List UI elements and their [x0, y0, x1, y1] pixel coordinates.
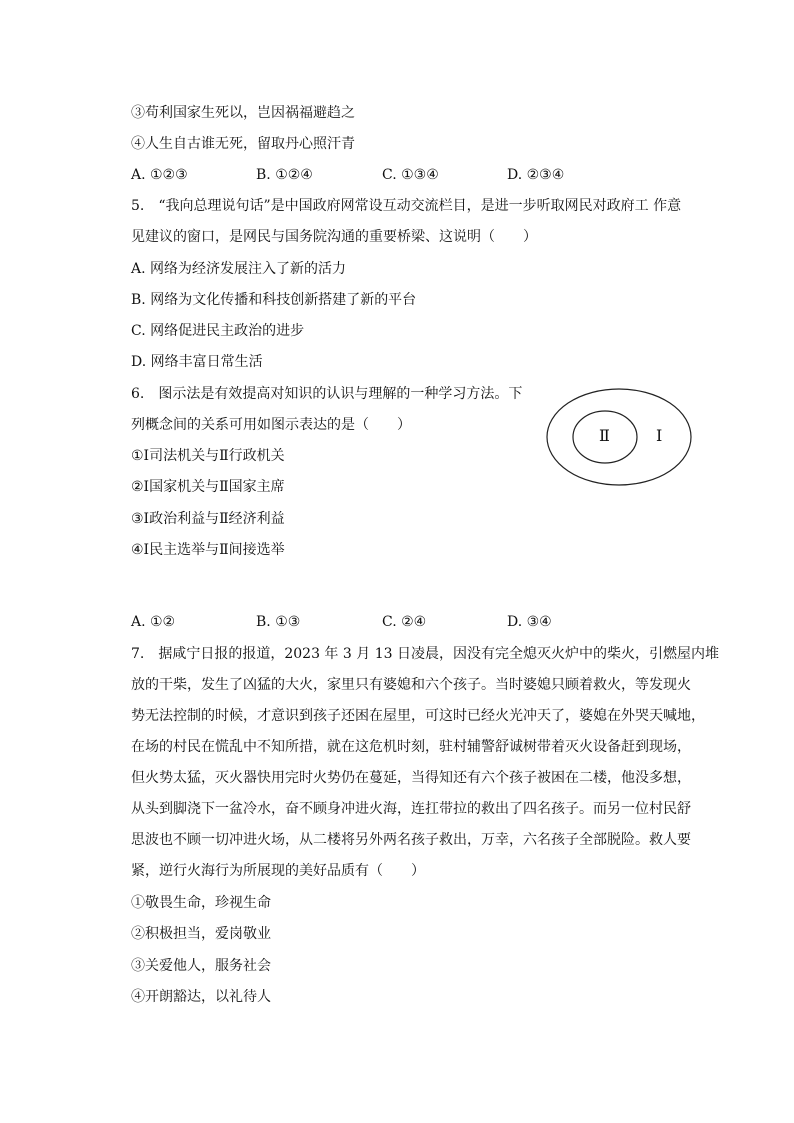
q5-option-b: B. 网络为文化传播和科技创新搭建了新的平台: [131, 292, 417, 308]
q7-stem-line-3: 势无法控制的时候，才意识到孩子还困在屋里，可这时已经火光冲天了，婆媳在外哭天喊地，: [131, 708, 705, 724]
q6-option-b: B. ①③: [256, 614, 301, 630]
inner-ellipse-label: Ⅱ: [599, 426, 610, 445]
q6-stem-line-2: 列概念间的关系可用如图示表达的是（ ）: [131, 417, 411, 433]
q7-stem-line-5: 但火势太猛，灭火器快用完时火势仍在蔓延，当得知还有六个孩子被困在二楼，他没多想，: [131, 770, 691, 786]
q7-item-4: ④开朗豁达，以礼待人: [131, 989, 271, 1005]
q5-option-c: C. 网络促进民主政治的进步: [131, 323, 305, 339]
q7-item-2: ②积极担当，爱岗敬业: [131, 926, 271, 942]
q7-stem-line-7: 思波也不顾一切冲进火场，从二楼将另外两名孩子救出，万幸，六名孩子全部脱险。救人要: [131, 832, 691, 848]
q5-stem-line-2: 见建议的窗口，是网民与国务院沟通的重要桥梁、这说明（ ）: [131, 229, 537, 245]
q4-option-c: C. ①③④: [382, 167, 439, 183]
q6-option-a: A. ①②: [131, 614, 176, 630]
q6-item-3: ③Ⅰ政治利益与Ⅱ经济利益: [131, 511, 285, 527]
q6-stem-line-1: 6. 图示法是有效提高对知识的认识与理解的一种学习方法。下: [131, 386, 523, 402]
q5-option-a: A. 网络为经济发展注入了新的活力: [131, 261, 347, 277]
q7-stem-line-2: 放的干柴，发生了凶猛的大火，家里只有婆媳和六个孩子。当时婆媳只顾着救火，等发现火: [131, 677, 691, 693]
outer-ellipse-label: Ⅰ: [656, 426, 663, 445]
q4-option-a: A. ①②③: [131, 167, 188, 183]
q6-item-4: ④Ⅰ民主选举与Ⅱ间接选举: [131, 542, 285, 558]
q6-item-1: ①Ⅰ司法机关与Ⅱ行政机关: [131, 448, 285, 464]
nested-ellipses: [545, 387, 693, 487]
q4-option-d: D. ②③④: [507, 167, 565, 183]
q7-item-3: ③关爱他人，服务社会: [131, 958, 271, 974]
q5-stem-line-1: 5. “我向总理说句话”是中国政府网常设互动交流栏目，是进一步听取网民对政府工 作意: [131, 198, 682, 214]
q4-item-4: ④人生自古谁无死，留取丹心照汗青: [131, 136, 355, 152]
q4-item-3: ③苟利国家生死以，岂因祸福避趋之: [131, 105, 355, 121]
q6-option-c: C. ②④: [382, 614, 427, 630]
q7-stem-line-4: 在场的村民在慌乱中不知所措，就在这危机时刻，驻村辅警舒诚树带着灭火设备赶到现场，: [131, 739, 691, 755]
q6-option-d: D. ③④: [507, 614, 552, 630]
q6-item-2: ②Ⅰ国家机关与Ⅱ国家主席: [131, 479, 285, 495]
venn-diagram: [545, 387, 693, 487]
q7-stem-line-1: 7. 据咸宁日报的报道，2023 年 3 月 13 日凌晨，因没有完全熄灭火炉中的柴火，引燃屋内堆: [131, 646, 719, 662]
q7-stem-line-6: 从头到脚浇下一盆冷水，奋不顾身冲进火海，连扛带拉的救出了四名孩子。而另一位村民舒: [131, 801, 691, 817]
q7-item-1: ①敬畏生命，珍视生命: [131, 895, 271, 911]
q7-stem-line-8: 紧，逆行火海行为所展现的美好品质有（ ）: [131, 863, 425, 879]
outer-ellipse: [547, 389, 691, 485]
q5-option-d: D. 网络丰富日常生活: [131, 354, 263, 370]
q4-option-b: B. ①②④: [256, 167, 313, 183]
